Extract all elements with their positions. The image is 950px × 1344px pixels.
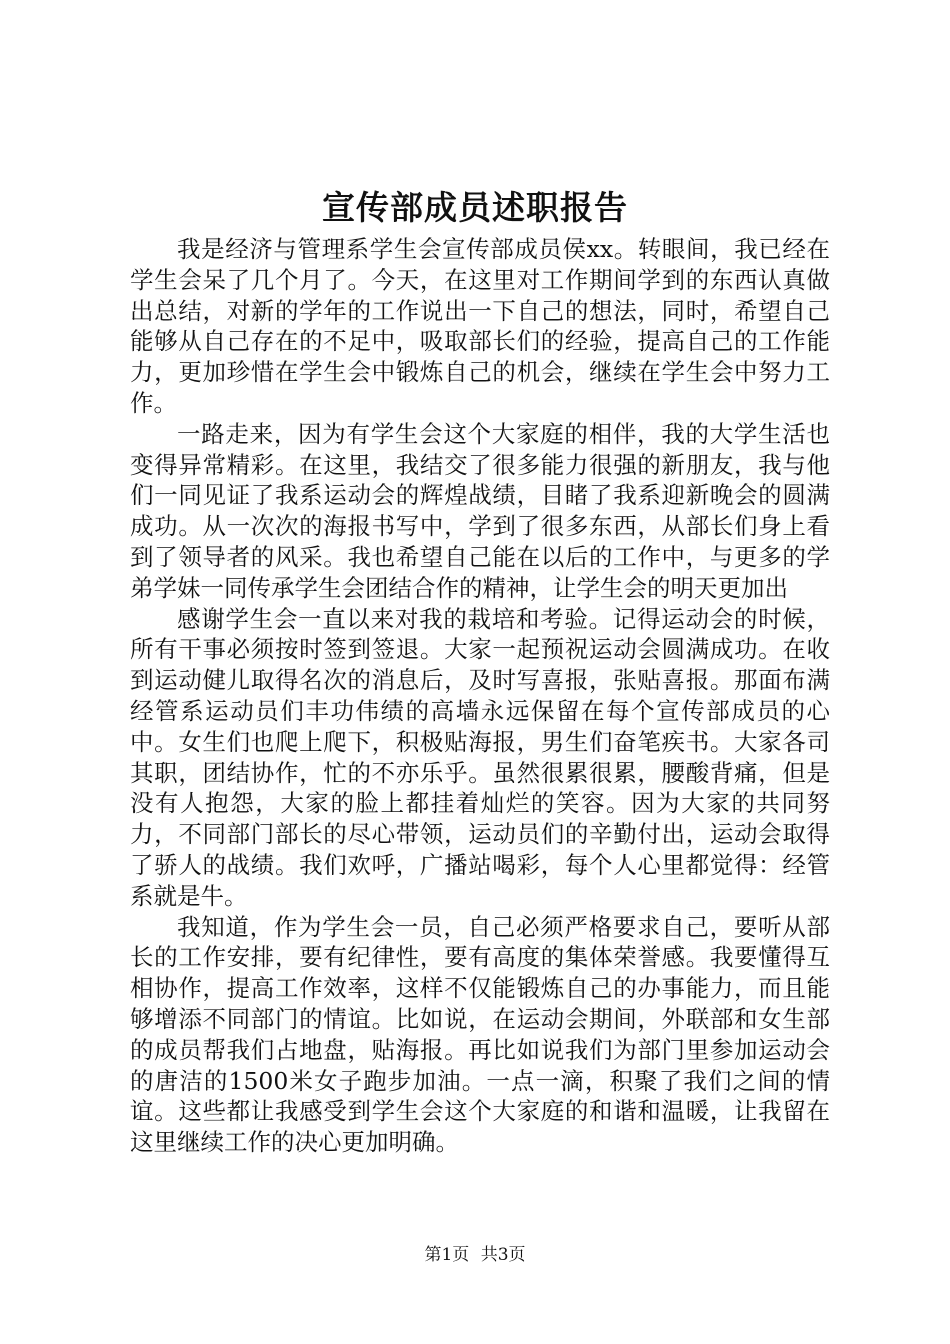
page-number-label: 第1页 共3页 <box>424 1245 526 1265</box>
paragraph-3: 感谢学生会一直以来对我的栽培和考验。记得运动会的时候，所有干事必须按时签到签退。大家一起预祝运动会圆满成功。在收到运动健儿取得名次的消息后，及时写喜报，张贴喜报。那面布满经管系运动员们丰功伟绩的高墙永远保留在每个宣传部成员的心中。女生们也爬上爬下，积极贴海报，男生们奋笔疾书。大家各司其职，团结协作，忙的不亦乐乎。虽然很累很累，腰酸背痛，但是没有人抱怨，大家的脸上都挂着灿烂的笑容。因为大家的共同努力，不同部门部长的尽心带领，运动员们的辛勤付出，运动会取得了骄人的战绩。我们欢呼，广播站喝彩，每个人心里都觉得：经管系就是牛。 <box>130 604 830 910</box>
paragraph-1: 我是经济与管理系学生会宣传部成员侯xx。转眼间，我已经在学生会呆了几个月了。今天，在这里对工作期间学到的东西认真做出总结，对新的学年的工作说出一下自己的想法，同时，希望自己能够从自己存在的不足中，吸取部长们的经验，提高自己的工作能力，更加珍惜在学生会中锻炼自己的机会，继续在学生会中努力工作。 <box>130 235 830 417</box>
paragraph-2: 一路走来，因为有学生会这个大家庭的相伴，我的大学生活也变得异常精彩。在这里，我结交了很多能力很强的新朋友，我与他们一同见证了我系运动会的辉煌战绩，目睹了我系迎新晚会的圆满成功。从一次次的海报书写中，学到了很多东西，从部长们身上看到了领导者的风采。我也希望自己能在以后的工作中，与更多的学弟学妹一同传承学生会团结合作的精神，让学生会的明天更加出 <box>130 419 830 602</box>
paragraph-4: 我知道，作为学生会一员，自己必须严格要求自己，要听从部长的工作安排，要有纪律性，要有高度的集体荣誉感。我要懂得互相协作，提高工作效率，这样不仅能锻炼自己的办事能力，而且能够增添不同部门的情谊。比如说，在运动会期间，外联部和女生部的成员帮我们占地盘，贴海报。再比如说我们为部门里参加运动会的唐洁的1500米女子跑步加油。一点一滴，积聚了我们之间的情谊。这些都让我感受到学生会这个大家庭的和谐和温暖，让我留在这里继续工作的决心更加明确。 <box>130 912 830 1157</box>
page-footer <box>0 1243 950 1267</box>
document-body <box>130 234 830 1158</box>
document-title: 宣传部成员述职报告 <box>322 188 628 227</box>
